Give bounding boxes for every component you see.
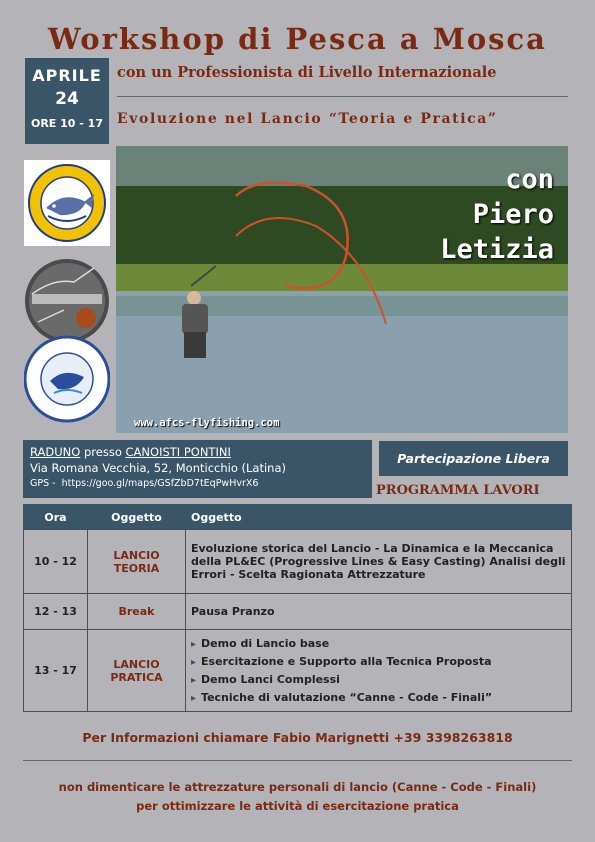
date-day: 24 [55,89,79,109]
fipsas-logo [24,335,110,423]
reminder-line-2: per ottimizzare le attività di esercitazione pratica [136,799,459,813]
speaker-name [440,162,554,267]
meeting-address: Via Romana Vecchia, 52, Monticchio (Latina) [30,461,286,475]
row-subject: LANCIO PRATICA [88,630,186,712]
meeting-place: CANOISTI PONTINI [125,445,231,459]
date-box [25,58,109,144]
subtitle: con un Professionista di Livello Internazionale [117,64,497,81]
row-subject: Break [88,594,186,630]
mosca-club-logo [24,258,110,344]
participation-badge: Partecipazione Libera [379,441,568,476]
raduno-label: RADUNO [30,445,81,459]
website-url[interactable]: www.afcs-flyfishing.com [134,417,280,429]
gps-line [30,476,365,492]
table-row [24,630,572,712]
meeting-info-box [23,440,372,498]
row-time: 10 - 12 [24,530,88,594]
table-header-row [24,505,572,530]
gps-label: GPS - [30,478,56,489]
row-time: 13 - 17 [24,630,88,712]
row-details: Pausa Pranzo [186,594,572,630]
table-row [24,530,572,594]
list-item: ▸ Tecniche di valutazione “Canne - Code - Finali” [191,689,566,707]
header-time: Ora [24,505,88,530]
reminder-line-1: non dimenticare le attrezzature personali di lancio (Canne - Code - Finali) [58,780,537,794]
row-time: 12 - 13 [24,594,88,630]
list-item: ▸ Esercitazione e Supporto alla Tecnica Proposta [191,653,566,671]
meeting-line [30,444,365,460]
divider [23,760,572,761]
list-item: ▸ Demo di Lancio base [191,635,566,653]
gps-link[interactable]: https://goo.gl/maps/GSfZbD7tEqPwHvrX6 [61,478,259,489]
speaker-last-name: Letizia [440,234,554,265]
row-details [186,630,572,712]
row-details: Evoluzione storica del Lancio - La Dinamica e la Meccanica della PL&EC (Progressive Lines & Easy Casting) Analisi degli Errori - Scelta Ragionata Attrezzature [186,530,572,594]
date-month: APRILE [32,66,102,85]
row-subject: LANCIO TEORIA [88,530,186,594]
practice-list [191,635,566,707]
table-row [24,594,572,630]
list-item: ▸ Demo Lanci Complessi [191,671,566,689]
header-subject: Oggetto [88,505,186,530]
theme-heading: Evoluzione nel Lancio “Teoria e Pratica” [117,111,498,127]
date-hours: ORE 10 - 17 [30,117,103,130]
program-table [23,504,572,712]
macrostigma-logo [24,160,110,246]
speaker-first-name: Piero [472,199,554,230]
program-title: PROGRAMMA LAVORI [376,483,540,498]
contact-info: Per Informazioni chiamare Fabio Marignetti +39 3398263818 [82,730,513,745]
divider [117,96,568,97]
con-label: con [505,164,554,195]
page-title: Workshop di Pesca a Mosca [48,22,547,56]
presso-label: presso [83,445,122,459]
fly-fishing-photo [116,146,568,433]
header-details: Oggetto [186,505,572,530]
